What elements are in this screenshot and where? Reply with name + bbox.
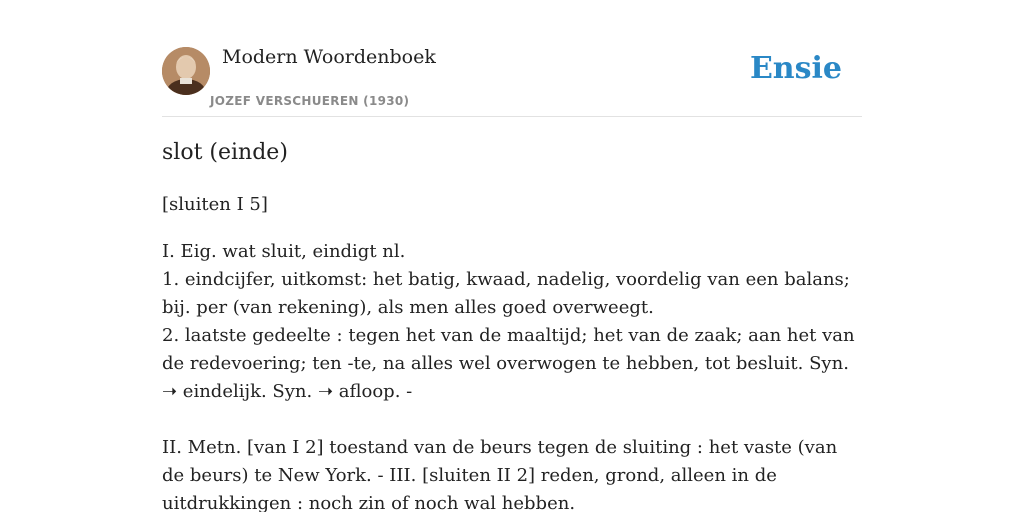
author-name[interactable]: JOZEF VERSCHUEREN (1930) — [210, 94, 410, 108]
definition-line: 1. eindcijfer, uitkomst: het batig, kwaad, nadelig, voordelig van een balans; bij. per (van rekening), als men alles goed overweegt. — [162, 269, 850, 318]
author-avatar — [162, 47, 210, 95]
definition-line: I. Eig. wat sluit, eindigt nl. — [162, 241, 406, 262]
definition-line: 2. laatste gedeelte : tegen het van de maaltijd; het van de zaak; aan het van de redevoering; ten -te, na alles wel overwogen te hebben, tot besluit. Syn. ➝ eindelijk. Syn. ➝ afloop. - — [162, 325, 855, 402]
entry-reference: [sluiten I 5] — [162, 194, 268, 215]
entry-definition — [162, 238, 862, 512]
ensie-logo-link[interactable]: Ensie — [749, 51, 842, 86]
book-title[interactable]: Modern Woordenboek — [222, 46, 436, 68]
paragraph-spacer — [162, 406, 862, 434]
header — [162, 44, 862, 117]
definition-line: II. Metn. [van I 2] toestand van de beurs tegen de sluiting : het vaste (van de beurs) te New York. - III. [sluiten II 2] reden, grond, alleen in de uitdrukkingen : noch zin of noch wal hebben. — [162, 437, 838, 512]
entry-headword: slot (einde) — [162, 140, 288, 165]
portrait-icon — [162, 47, 210, 95]
